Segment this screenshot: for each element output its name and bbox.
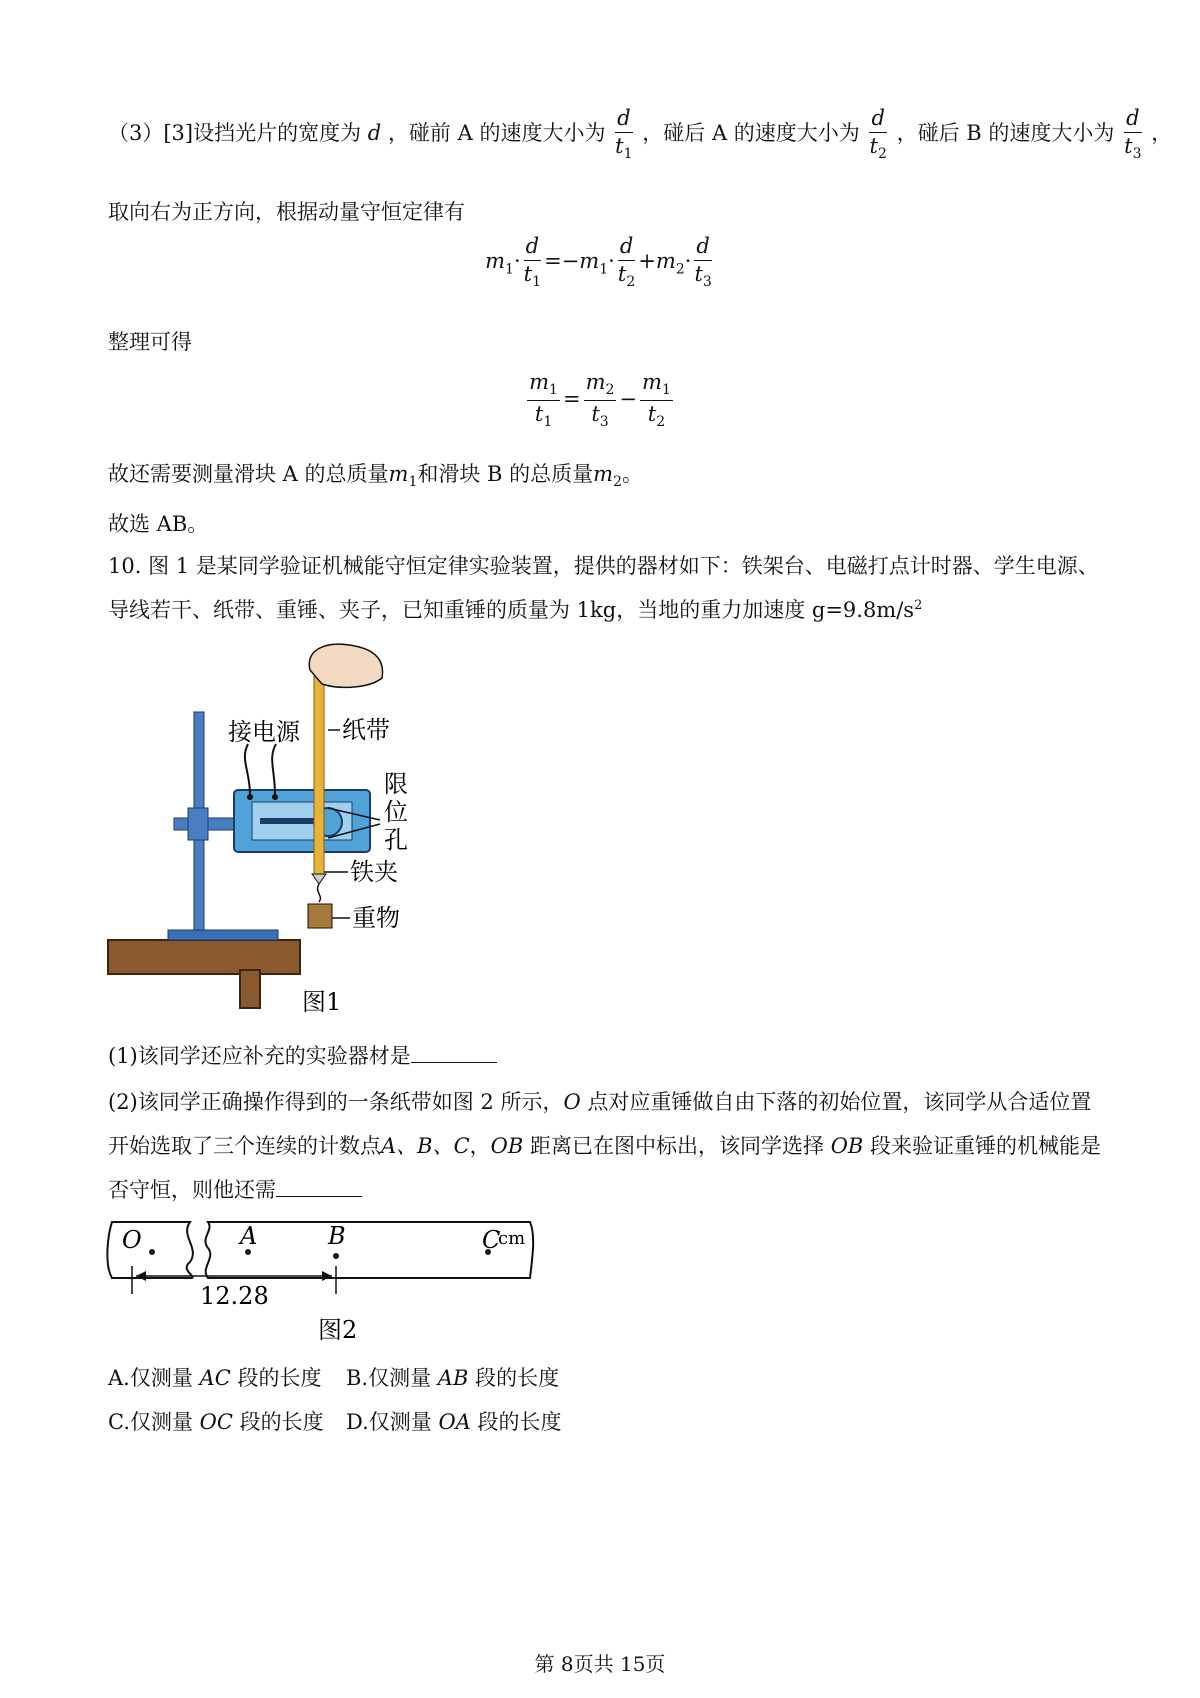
part3-line1 <box>108 108 1172 161</box>
page-footer: 第 8页共 15页 <box>534 1652 666 1676</box>
point-O-label: O <box>122 1226 142 1254</box>
label-weight: 重物 <box>352 904 400 932</box>
weight-block <box>308 904 332 928</box>
choice-A: A.仅测量 AC 段的长度 <box>108 1366 322 1390</box>
fraction-d-t2: $\frac{d}{t_2}$ <box>869 106 887 163</box>
q10-line2: 导线若干、纸带、重锤、夹子，已知重锤的质量为 1kg，当地的重力加速度 $g=9.8m/s^2$ <box>108 598 923 622</box>
equation-result: $\frac{m_1}{t_1}$ = $\frac{m_2}{t_3}$ − $\frac{m_1}{t_2}$ <box>529 370 671 431</box>
paper-tape <box>314 664 324 874</box>
part3-seg4: ， <box>1151 121 1173 146</box>
fraction-d-t1: $\frac{d}{t_1}$ <box>615 106 633 163</box>
part3-seg2: ，碰后 A 的速度大小为 <box>642 121 860 146</box>
point-C-label: C <box>482 1226 501 1254</box>
choice-C: C.仅测量 OC 段的长度 <box>108 1410 324 1434</box>
label-limit-2: 位 <box>384 798 408 826</box>
unit-cm: cm <box>498 1228 526 1249</box>
point-B-label: B <box>328 1222 346 1250</box>
stand-base <box>168 930 278 940</box>
part3-line5: 故选 AB。 <box>108 512 209 536</box>
q10-sub2-line1: (2)该同学正确操作得到的一条纸带如图 2 所示，O 点对应重锤做自由下落的初始位置，该同学从合适位置 <box>108 1090 1092 1114</box>
var-d: d <box>367 121 382 146</box>
part3-line2: 取向右为正方向，根据动量守恒定律有 <box>108 200 465 224</box>
figure-2-caption: 图2 <box>318 1316 358 1344</box>
label-limit-1: 限 <box>384 770 408 798</box>
label-power: 接电源 <box>228 718 300 746</box>
label-tape: 纸带 <box>342 716 390 744</box>
equation-momentum: $m_1\cdot$ $\frac{d}{t_1}$ $=-m_1\cdot$ $\frac{d}{t_2}$ $+m_2\cdot$ $\frac{d}{t_3}$ <box>485 234 712 291</box>
answer-blank-1 <box>411 1042 497 1063</box>
figure-2-tape <box>100 1214 580 1348</box>
distance-OB-label: 12.28 <box>200 1282 269 1310</box>
table-leg <box>240 970 260 1008</box>
label-limit-3: 孔 <box>384 826 408 854</box>
answer-blank-2 <box>276 1176 362 1197</box>
choice-D: D.仅测量 OA 段的长度 <box>346 1410 562 1434</box>
part3-seg3: ，碰后 B 的速度大小为 <box>896 121 1115 146</box>
label-clip: 铁夹 <box>350 858 398 886</box>
figure-1-caption: 图1 <box>302 988 342 1016</box>
q10-sub1: (1)该同学还应补充的实验器材是 <box>108 1040 497 1070</box>
point-A-label: A <box>240 1222 258 1250</box>
q10-sub2-line2: 开始选取了三个连续的计数点A、B、C，OB 距离已在图中标出，该同学选择 OB 段来验证重锤的机械能是 <box>108 1134 1102 1158</box>
q10-line1: 10. 图 1 是某同学验证机械能守恒定律实验装置，提供的器材如下：铁架台、电磁打点计时器、学生电源、 <box>108 554 1099 578</box>
choice-B: B.仅测量 AB 段的长度 <box>346 1366 560 1390</box>
part3-line4: 故还需要测量滑块 A 的总质量$m_1$和滑块 B 的总质量$m_2$。 <box>108 462 643 491</box>
fraction-d-t3: $\frac{d}{t_3}$ <box>1124 106 1142 163</box>
q10-sub2-line3: 否守恒，则他还需 <box>108 1174 362 1204</box>
hand <box>309 644 382 687</box>
part3-line3: 整理可得 <box>108 330 192 354</box>
table-top <box>108 940 300 974</box>
part3-seg1: ，碰前 A 的速度大小为 <box>387 121 606 146</box>
figure-1-apparatus <box>100 640 560 1020</box>
part3-label: （3）[3]设挡光片的宽度为 <box>108 121 362 146</box>
